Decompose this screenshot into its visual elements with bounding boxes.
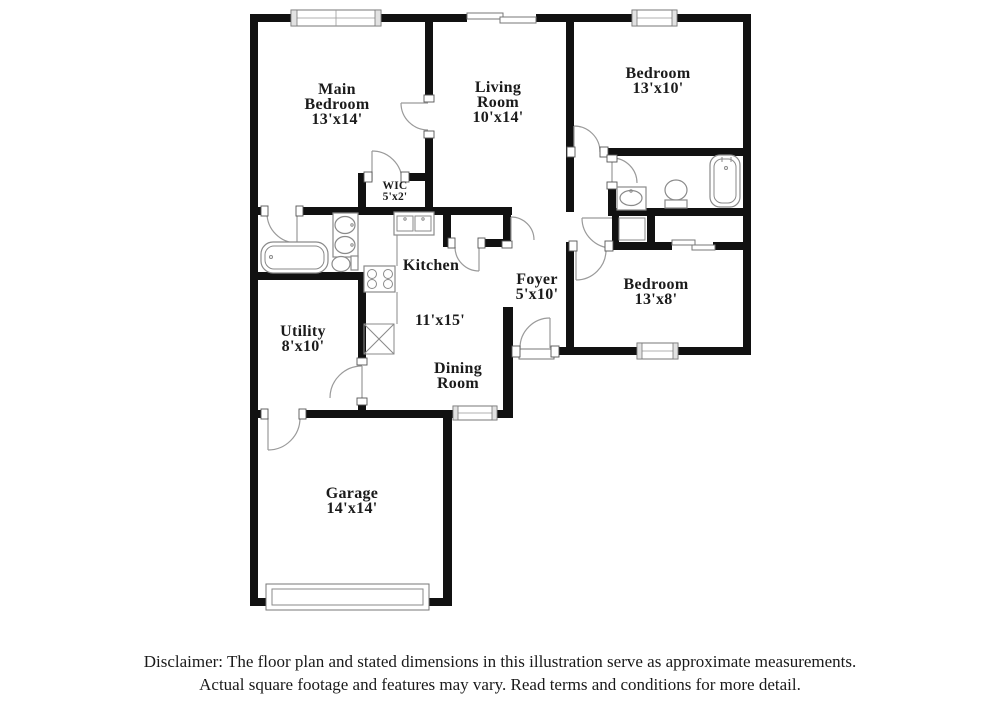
room-label-kitchen-dims [395,313,485,328]
dishwasher-icon [364,324,394,354]
room-dims: 13'x10' [632,80,684,97]
room-name: WIC [382,180,408,192]
room-name: Garage [325,485,379,502]
window-icon [467,13,536,23]
room-name: Living Room [474,79,522,111]
room-label-utility [268,324,338,354]
disclaimer-text [0,650,1000,696]
window-icon [453,406,497,420]
room-name: Bedroom [623,276,689,293]
window-icon [632,10,677,26]
room-label-living-room [458,80,538,125]
room-dims: 10'x14' [472,109,524,126]
room-label-wic [365,181,425,203]
room-label-kitchen [371,258,491,273]
window-icon [637,343,678,359]
bathtub-icon [261,242,328,273]
room-label-dining-room [423,361,493,391]
toilet-icon [332,256,358,272]
room-name: Dining Room [433,360,483,392]
window-icon [291,10,381,26]
room-dims: 11'x15' [414,312,466,329]
room-name: Bedroom [625,65,691,82]
room-label-bedroom-lower [596,277,716,307]
double-sink-vanity-icon [333,213,358,257]
room-dims: 5'x2' [382,191,408,203]
linen-shelf-icon [619,218,645,240]
room-label-foyer [502,272,572,302]
room-name: Foyer [516,271,558,288]
toilet-icon [665,180,687,208]
sink-vanity-icon [617,187,646,210]
room-label-bedroom-upper [598,66,718,96]
front-door-threshold [519,349,554,359]
room-dims: 5'x10' [515,286,559,303]
room-label-garage [297,486,407,516]
room-name: Kitchen [402,257,460,274]
room-name: Utility [280,323,326,340]
room-dims: 8'x10' [281,338,325,355]
room-name: Main Bedroom [304,81,370,113]
bathtub-icon [710,155,740,207]
room-dims: 14'x14' [326,500,378,517]
garage-door [266,584,429,610]
room-label-main-bedroom [287,82,387,127]
disclaimer-line-1: Disclaimer: The floor plan and stated dimensions in this illustration serve as approximate measurements. [143,652,857,671]
sliding-door-icon [672,240,715,250]
disclaimer-line-2: Actual square footage and features may vary. Read terms and conditions for more detail. [199,675,801,694]
room-dims: 13'x14' [311,111,363,128]
kitchen-sink-icon [394,212,434,235]
room-dims: 13'x8' [634,291,678,308]
